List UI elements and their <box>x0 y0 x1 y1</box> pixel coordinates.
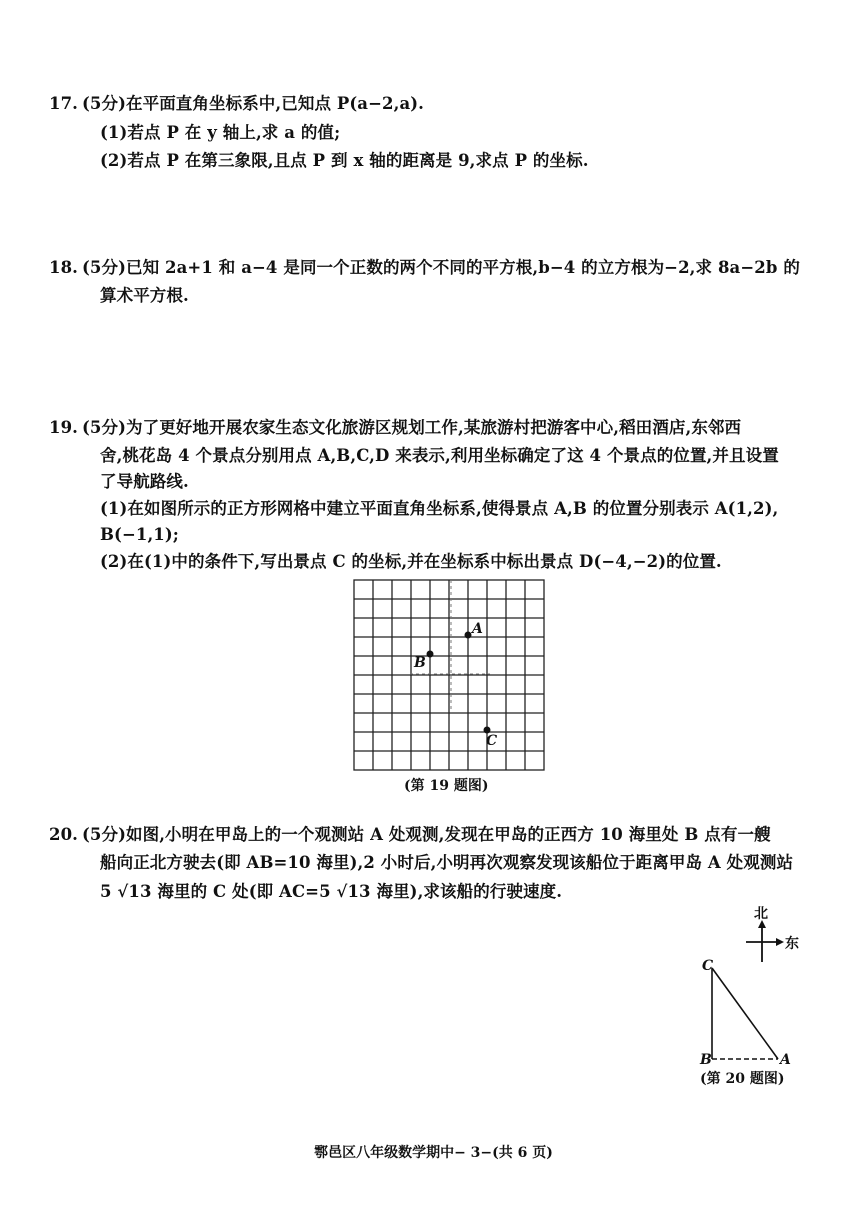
q19-caption: (第 19 题图) <box>404 778 489 794</box>
q18-stem: (5分)已知 2a+1 和 a−4 是同一个正数的两个不同的平方根,b−4 的立方根为−2,求 8a−2b 的 <box>82 258 800 277</box>
triangle-abc <box>712 968 778 1059</box>
label-c: C <box>702 958 714 974</box>
q17-part-2: (2)若点 P 在第三象限,且点 P 到 x 轴的距离是 9,求点 P 的坐标. <box>100 151 589 170</box>
label-b: B <box>700 1052 712 1068</box>
point-a <box>465 632 472 639</box>
q19-stem: (5分)为了更好地开展农家生态文化旅游区规划工作,某旅游村把游客中心,稻田酒店,东邻西 <box>82 418 742 437</box>
q20-line-2: 船向正北方驶去(即 AB=10 海里),2 小时后,小明再次观察发现该船位于距离甲岛 A 处观测站 <box>100 853 794 872</box>
label-c: C <box>486 733 498 749</box>
q20-stem: (5分)如图,小明在甲岛上的一个观测站 A 处观测,发现在甲岛的正西方 10 海里处 B 点有一艘 <box>82 825 771 844</box>
q19-line-2: 舍,桃花岛 4 个景点分别用点 A,B,C,D 来表示,利用坐标确定了这 4 个景点的位置,并且设置 <box>100 446 779 465</box>
grid-lines <box>354 580 544 770</box>
q18-line-1 <box>0 258 800 278</box>
q17-line-1 <box>0 94 424 114</box>
point-b <box>427 651 434 658</box>
q20-line-3: 5 √13 海里的 C 处(即 AC=5 √13 海里),求该船的行驶速度. <box>100 882 563 901</box>
north-label: 北 <box>754 906 768 922</box>
q17-number: 17. <box>48 94 78 113</box>
q17-stem: (5分)在平面直角坐标系中,已知点 P(a−2,a). <box>82 94 424 113</box>
faint-pencil-marks <box>410 580 490 713</box>
q18-number: 18. <box>48 258 78 277</box>
q20-number: 20. <box>48 825 78 844</box>
label-a: A <box>472 621 483 637</box>
q19-part-1-cont: B(−1,1); <box>100 525 179 544</box>
q19-part-2: (2)在(1)中的条件下,写出景点 C 的坐标,并在坐标系中标出景点 D(−4,−2)的位置. <box>100 552 722 571</box>
east-label: 东 <box>785 936 799 952</box>
label-a: A <box>780 1052 791 1068</box>
q20-line-1 <box>0 825 771 845</box>
q17-part-1: (1)若点 P 在 y 轴上,求 a 的值; <box>100 123 341 142</box>
q20-figure <box>690 900 810 1075</box>
q19-part-1: (1)在如图所示的正方形网格中建立平面直角坐标系,使得景点 A,B 的位置分别表示 A(1,2), <box>100 499 779 518</box>
page-footer: 鄠邑区八年级数学期中− 3−(共 6 页) <box>314 1145 553 1161</box>
q20-caption: (第 20 题图) <box>700 1071 785 1087</box>
q19-grid-figure <box>350 578 550 778</box>
compass-icon <box>746 924 780 962</box>
q19-line-3: 了导航路线. <box>100 472 189 491</box>
q18-line-2: 算术平方根. <box>100 286 189 305</box>
east-arrow-icon <box>776 938 784 946</box>
q19-line-1 <box>0 418 741 438</box>
label-b: B <box>414 655 426 671</box>
q19-number: 19. <box>48 418 78 437</box>
